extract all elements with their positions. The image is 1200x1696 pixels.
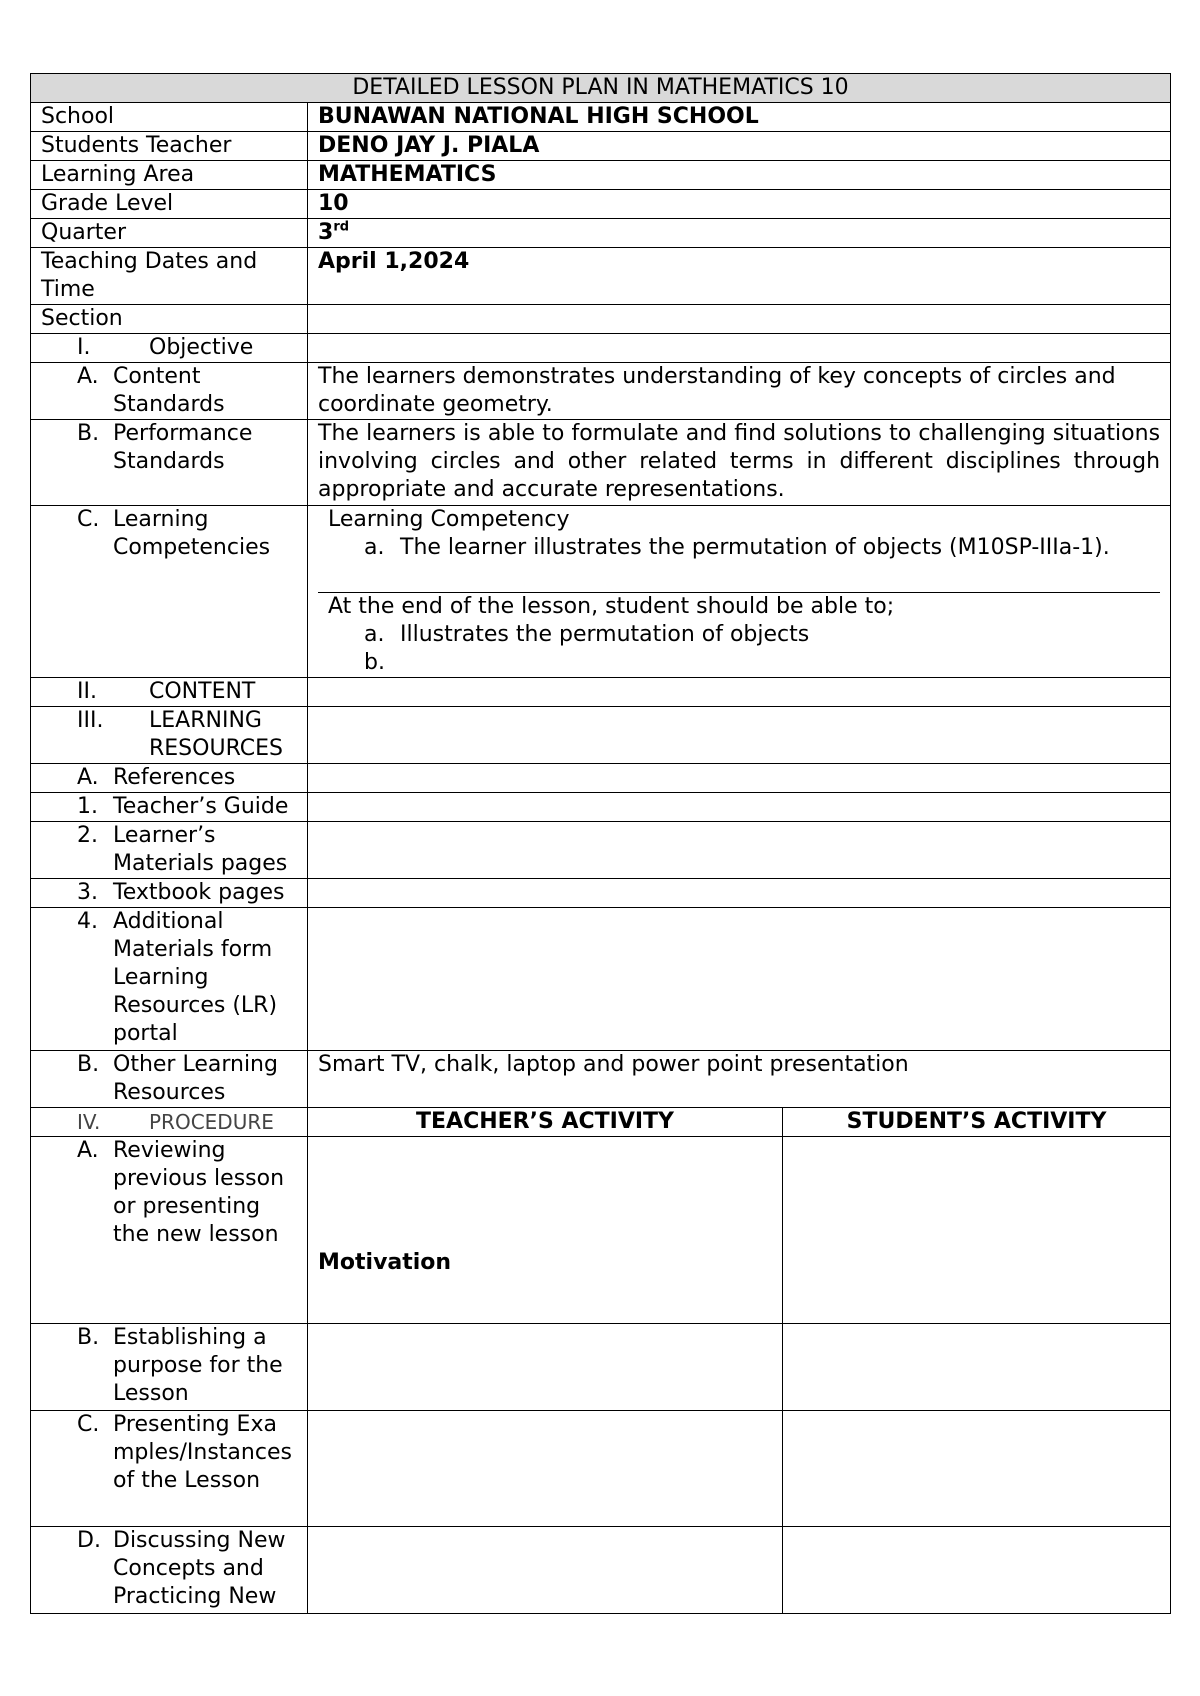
learning-resources-heading: [31, 707, 308, 764]
lesson-goals-intro: At the end of the lesson, student should be able to;: [328, 594, 895, 619]
learning-competencies-value: [308, 506, 1171, 678]
lesson-goals-block: [318, 592, 1160, 677]
performance-standards-label: [31, 420, 308, 506]
learning-resources-value: [308, 707, 1171, 764]
teachers-guide-marker: 1.: [77, 794, 98, 819]
learning-resources-num: III.: [77, 708, 104, 733]
procedure-step-c-student: [783, 1411, 1171, 1527]
content-value: [308, 678, 1171, 707]
performance-standards-marker: B.: [77, 421, 100, 446]
objective-num: I.: [77, 335, 91, 360]
other-resources-text: Other Learning Resources: [113, 1052, 278, 1105]
lesson-goal-a-marker: a.: [364, 622, 385, 647]
learners-materials-label: [31, 822, 308, 879]
quarter-label: Quarter: [31, 219, 308, 248]
content-standards-marker: A.: [77, 364, 99, 389]
procedure-step-a-label: [31, 1137, 308, 1324]
procedure-num: IV.: [77, 1110, 101, 1134]
content-label: CONTENT: [149, 679, 256, 704]
textbook-pages-text: Textbook pages: [113, 880, 285, 905]
teachers-guide-label: [31, 793, 308, 822]
learners-materials-text: Learner’s Materials pages: [113, 823, 288, 876]
objective-heading: [31, 334, 308, 363]
procedure-heading: [31, 1108, 308, 1137]
performance-standards-text: Performance Standards: [113, 421, 253, 474]
procedure-step-d-label: [31, 1527, 308, 1614]
additional-materials-marker: 4.: [77, 909, 98, 934]
textbook-pages-label: [31, 879, 308, 908]
references-value: [308, 764, 1171, 793]
school-label: School: [31, 103, 308, 132]
procedure-label: PROCEDURE: [149, 1110, 274, 1134]
content-standards-label: [31, 363, 308, 420]
content-num: II.: [77, 679, 97, 704]
other-resources-marker: B.: [77, 1052, 100, 1077]
teacher-label: Students Teacher: [31, 132, 308, 161]
procedure-step-d-student: [783, 1527, 1171, 1614]
content-standards-text: Content Standards: [113, 364, 225, 417]
content-heading: [31, 678, 308, 707]
grade-level-value: 10: [308, 190, 1171, 219]
procedure-step-a-teacher: [308, 1137, 783, 1324]
procedure-step-a-student: [783, 1137, 1171, 1324]
lesson-goal-b: [400, 649, 1150, 677]
competency-heading: Learning Competency: [328, 507, 570, 532]
competency-item-marker: a.: [364, 535, 385, 560]
teaching-dates-label: Teaching Dates and Time: [31, 248, 308, 305]
grade-level-label: Grade Level: [31, 190, 308, 219]
references-label: [31, 764, 308, 793]
procedure-step-b-marker: B.: [77, 1325, 100, 1350]
plan-title: DETAILED LESSON PLAN IN MATHEMATICS 10: [31, 74, 1171, 103]
procedure-step-d-marker: D.: [77, 1528, 101, 1553]
teacher-activity-header: TEACHER’S ACTIVITY: [308, 1108, 783, 1137]
additional-materials-text: Additional Materials form Learning Resources (LR) portal: [113, 909, 278, 1046]
references-text: References: [113, 765, 236, 790]
procedure-step-c-marker: C.: [77, 1412, 100, 1437]
procedure-step-b-teacher: [308, 1324, 783, 1411]
teachers-guide-text: Teacher’s Guide: [113, 794, 289, 819]
teacher-value: DENO JAY J. PIALA: [308, 132, 1171, 161]
other-resources-value: Smart TV, chalk, laptop and power point presentation: [308, 1051, 1171, 1108]
performance-standards-value: The learners is able to formulate and find solutions to challenging situations involving circles and other related terms in different disciplines through appropriate and accurate representations.: [308, 420, 1171, 506]
learning-competencies-marker: C.: [77, 507, 100, 532]
section-label: Section: [31, 305, 308, 334]
additional-materials-label: [31, 908, 308, 1051]
procedure-step-c-label: [31, 1411, 308, 1527]
teaching-dates-value: April 1,2024: [308, 248, 1171, 305]
textbook-pages-marker: 3.: [77, 880, 98, 905]
other-resources-label: [31, 1051, 308, 1108]
procedure-step-b-student: [783, 1324, 1171, 1411]
quarter-value: [308, 219, 1171, 248]
procedure-step-a-marker: A.: [77, 1138, 99, 1163]
references-marker: A.: [77, 765, 99, 790]
competency-block: [318, 506, 1160, 592]
learners-materials-value: [308, 822, 1171, 879]
motivation-label: Motivation: [318, 1250, 452, 1275]
procedure-step-a-text: Reviewing previous lesson or presenting the new lesson: [113, 1138, 285, 1247]
additional-materials-value: [308, 908, 1171, 1051]
student-activity-header: STUDENT’S ACTIVITY: [783, 1108, 1171, 1137]
objective-label: Objective: [149, 335, 254, 360]
learning-competencies-label: [31, 506, 308, 678]
procedure-step-b-label: [31, 1324, 308, 1411]
learning-resources-label: LEARNING RESOURCES: [149, 708, 283, 761]
teachers-guide-value: [308, 793, 1171, 822]
learners-materials-marker: 2.: [77, 823, 98, 848]
objective-value: [308, 334, 1171, 363]
procedure-step-d-teacher: [308, 1527, 783, 1614]
procedure-step-d-text: Discussing New Concepts and Practicing New: [113, 1528, 286, 1609]
lesson-plan-table: [30, 73, 1171, 1614]
procedure-step-c-teacher: [308, 1411, 783, 1527]
learning-area-value: MATHEMATICS: [308, 161, 1171, 190]
school-value: BUNAWAN NATIONAL HIGH SCHOOL: [308, 103, 1171, 132]
procedure-step-c-text: Presenting Examples/Instances of the Lesson: [113, 1412, 292, 1493]
procedure-step-b-text: Establishing a purpose for the Lesson: [113, 1325, 283, 1406]
quarter-suffix: rd: [333, 219, 350, 235]
section-value: [308, 305, 1171, 334]
learning-competencies-text: Learning Competencies: [113, 507, 271, 560]
lesson-goal-b-marker: b.: [364, 650, 385, 675]
learning-area-label: Learning Area: [31, 161, 308, 190]
quarter-number: 3: [318, 220, 334, 245]
lesson-goal-a: Illustrates the permutation of objects: [400, 622, 810, 647]
textbook-pages-value: [308, 879, 1171, 908]
content-standards-value: The learners demonstrates understanding of key concepts of circles and coordinate geometry.: [308, 363, 1171, 420]
competency-item: The learner illustrates the permutation of objects (M10SP-IIIa-1).: [400, 535, 1110, 560]
